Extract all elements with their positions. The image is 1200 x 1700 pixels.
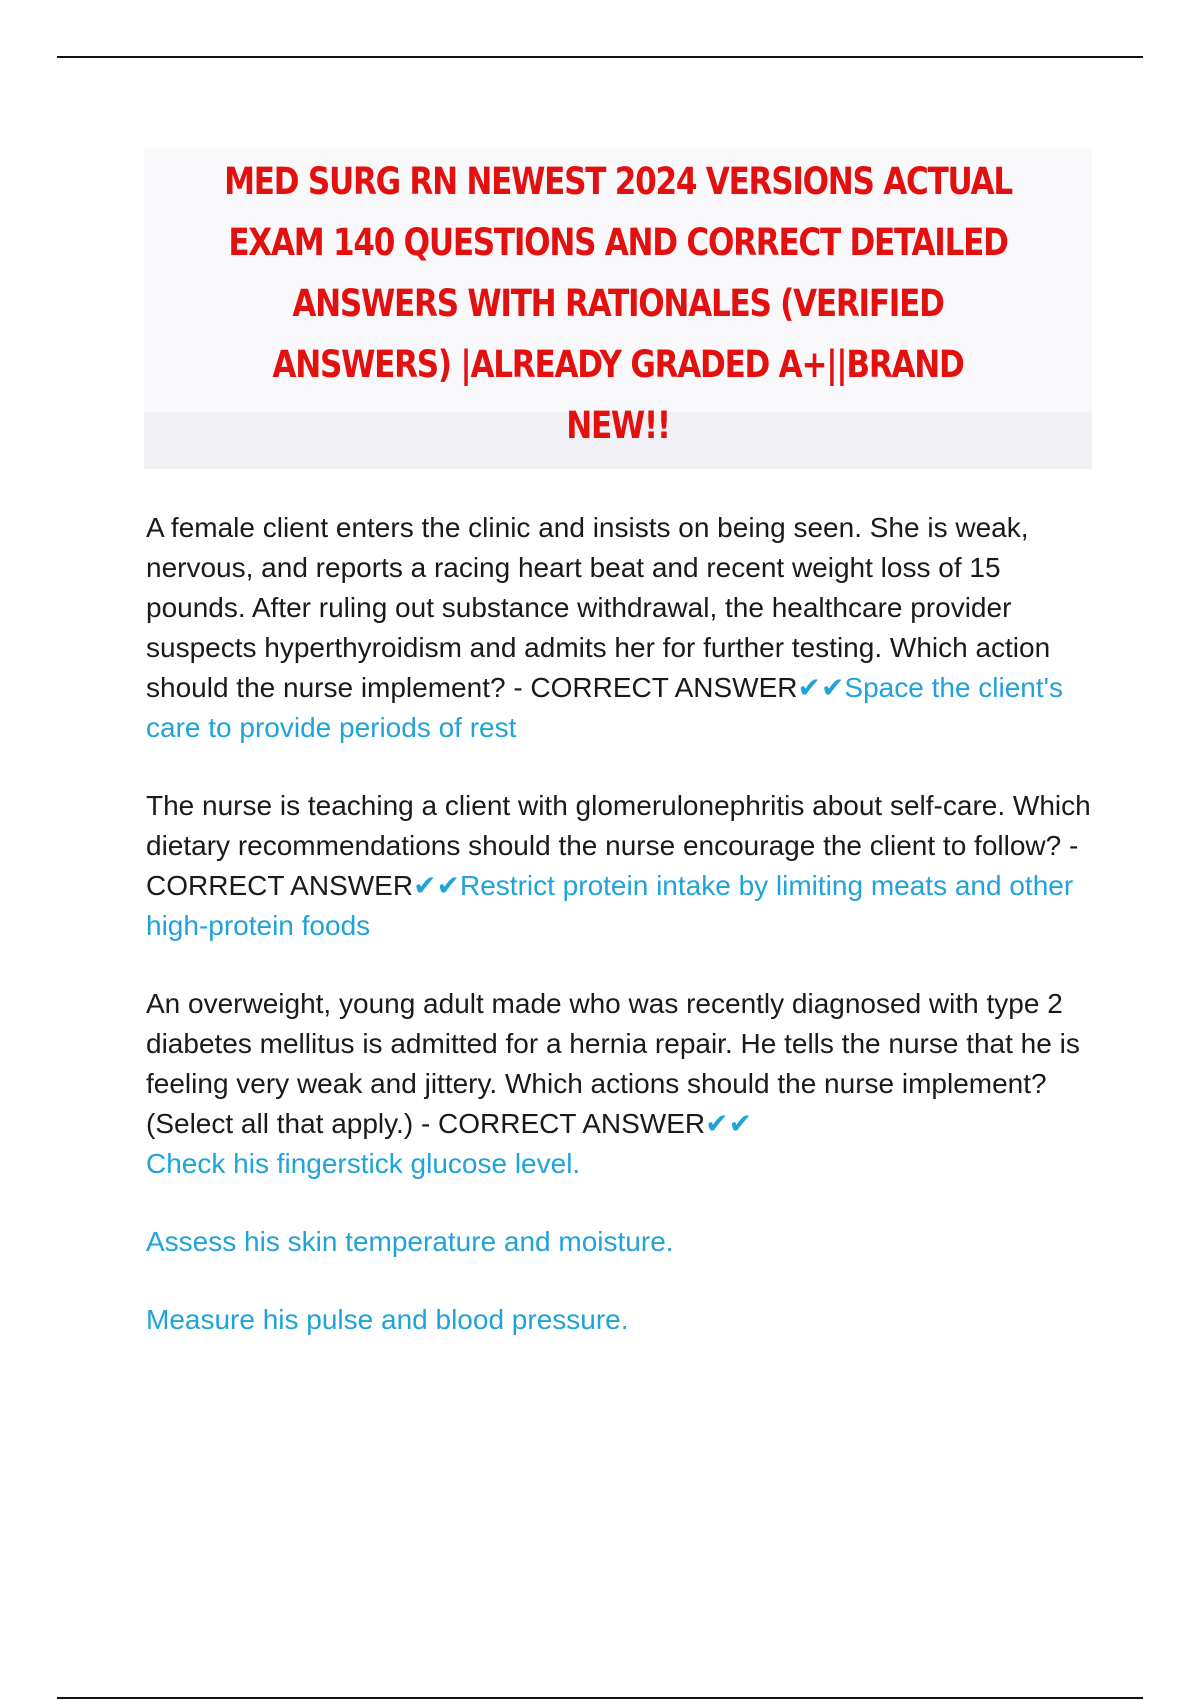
checkmark-icon: ✔✔ [797,672,845,703]
top-divider [57,56,1143,58]
correct-answer: Space the client's care to provide periods of rest [146,672,1064,743]
title-banner [144,147,1092,469]
correct-answer: Restrict protein intake by limiting meats and other high-protein foods [146,870,1074,941]
question-item-2 [146,786,1092,946]
correct-answer-extra: Measure his pulse and blood pressure. [146,1304,629,1335]
question-item-3 [146,984,1092,1340]
question-body [146,984,1092,1184]
checkmark-icon: ✔✔ [705,1108,753,1139]
correct-answer-extra: Assess his skin temperature and moisture. [146,1226,674,1257]
question-text: A female client enters the clinic and insists on being seen. She is weak, nervous, and reports a racing heart beat and recent weight loss of 15 pounds. After ruling out substance withdrawal, the healthcare provider suspects hyperthyroidism and admits her for further testing. Which action should the nurse implement? - CORRECT ANSWER [146,512,1051,703]
question-item-1 [146,508,1092,748]
question-text: An overweight, young adult made who was recently diagnosed with type 2 diabetes mellitus is admitted for a hernia repair. He tells the nurse that he is feeling very weak and jittery. Which actions should the nurse implement? (Select all that apply.) - CORRECT ANSWER [146,988,1080,1139]
document-title: MED SURG RN NEWEST 2024 VERSIONS ACTUAL EXAM 140 QUESTIONS AND CORRECT DETAILED ANSWERS WITH RATIONALES (VERIFIED ANSWERS) |ALREADY GRADED A+||BRAND NEW!! [224,160,1012,447]
question-list [146,508,1092,1378]
correct-answer: Check his fingerstick glucose level. [146,1148,581,1179]
checkmark-icon: ✔✔ [413,870,460,901]
bottom-divider [57,1697,1143,1699]
question-text: The nurse is teaching a client with glomerulonephritis about self-care. Which dietary recommendations should the nurse encourage the client to follow? - CORRECT ANSWER [146,790,1091,901]
